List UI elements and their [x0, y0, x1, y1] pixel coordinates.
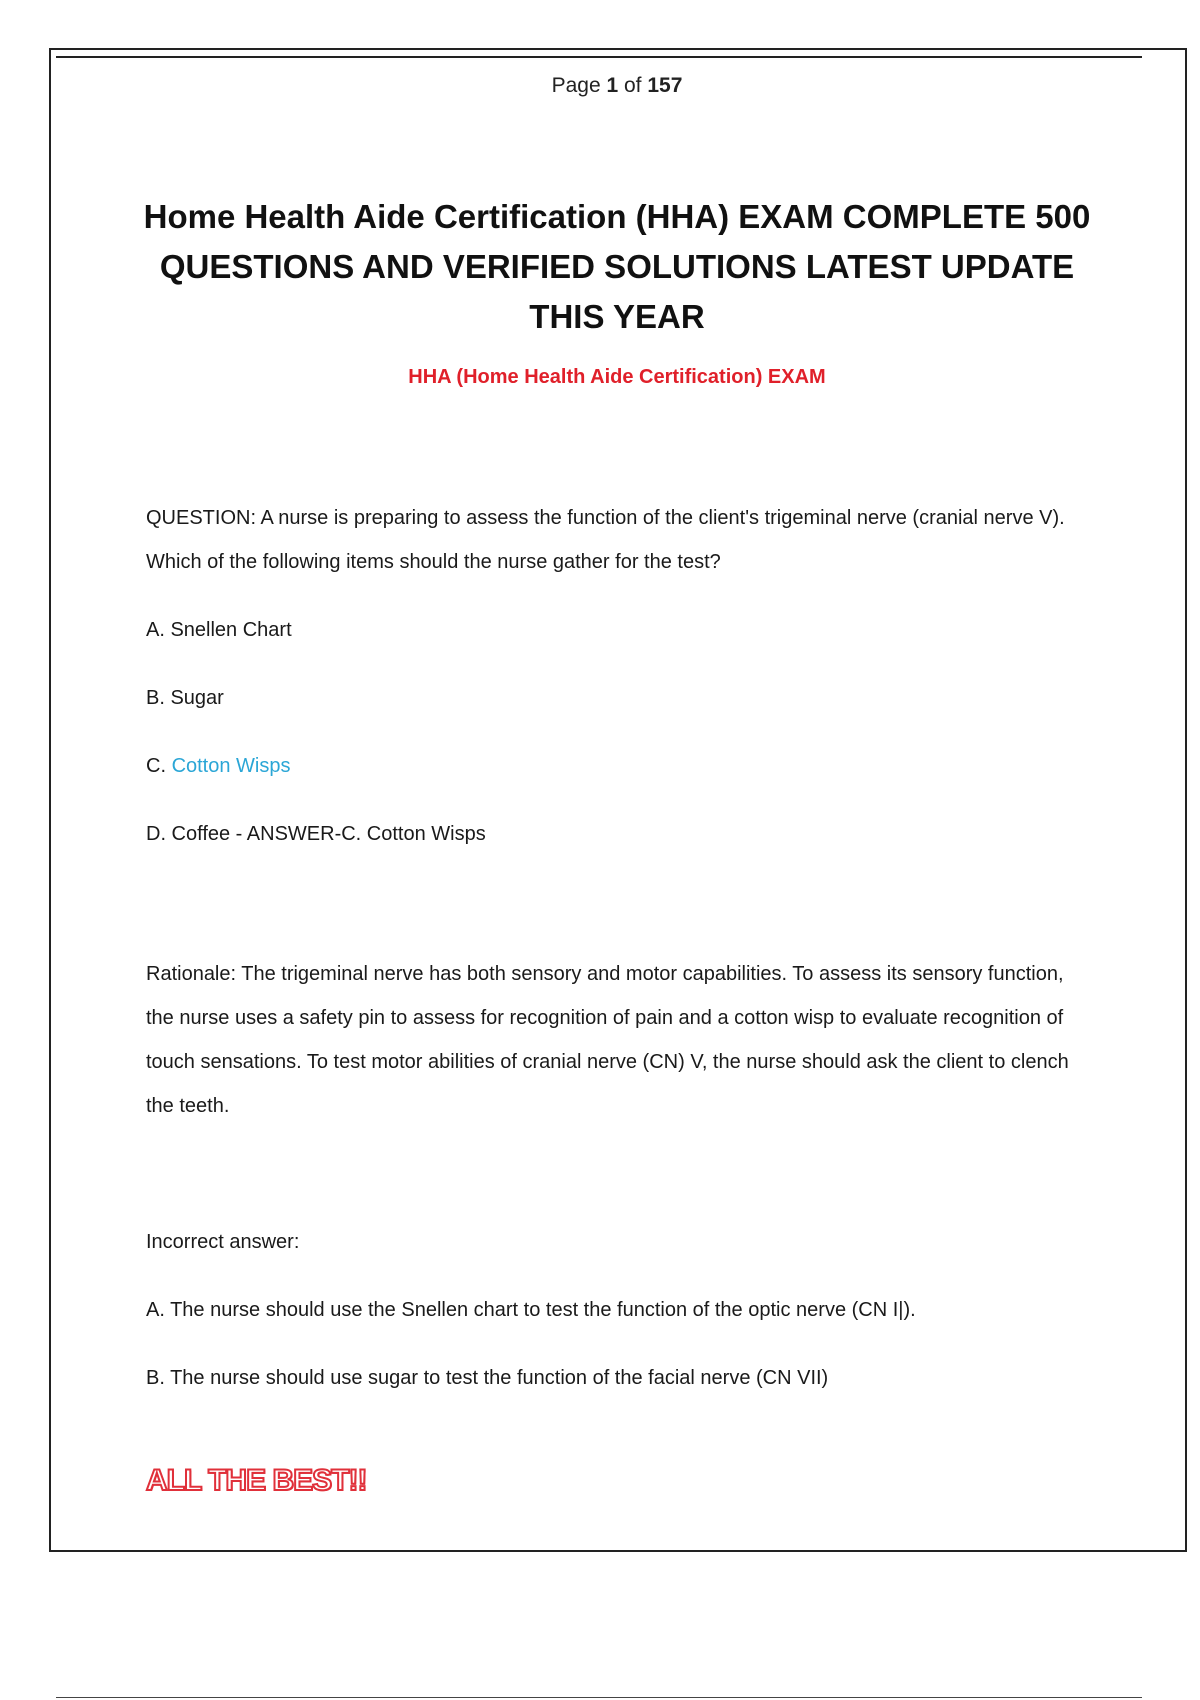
closing-banner: ALL THE BEST!! — [146, 1464, 367, 1497]
incorrect-b-text: B. The nurse should use sugar to test the function of the facial nerve (CN VII) — [146, 1367, 829, 1389]
option-d — [146, 812, 1086, 856]
option-a — [146, 608, 1086, 652]
incorrect-heading — [146, 1220, 1086, 1264]
top-rule — [56, 56, 1142, 58]
rationale-block — [146, 952, 1086, 1128]
page-number-total: 157 — [647, 74, 683, 97]
option-d-text: D. Coffee - ANSWER-C. Cotton Wisps — [146, 823, 486, 845]
option-c — [146, 744, 1086, 788]
document-title: Home Health Aide Certification (HHA) EXAM COMPLETE 500 QUESTIONS AND VERIFIED SOLUTIONS LATEST UPDATE THIS YEAR — [143, 198, 1091, 335]
option-b — [146, 676, 1086, 720]
page-number — [0, 74, 1200, 98]
option-b-text: B. Sugar — [146, 687, 224, 709]
page-number-prefix: Page — [551, 74, 601, 97]
bottom-rule — [56, 1697, 1142, 1698]
option-a-text: A. Snellen Chart — [146, 619, 292, 641]
rationale-text: Rationale: The trigeminal nerve has both sensory and motor capabilities. To assess its sensory function, the nurse uses a safety pin to assess for recognition of pain and a cotton wisp to evaluate recognition of touch sensations. To test motor abilities of cranial nerve (CN) V, the nurse should ask the client to clench the teeth. — [146, 963, 1069, 1117]
page-number-of: of — [624, 74, 642, 97]
incorrect-b — [146, 1356, 1086, 1400]
question-text: QUESTION: A nurse is preparing to assess the function of the client's trigeminal nerve (cranial nerve V). Which of the following items should the nurse gather for the test? — [146, 507, 1065, 573]
document-subtitle: HHA (Home Health Aide Certification) EXAM — [408, 366, 826, 388]
incorrect-a-text: A. The nurse should use the Snellen chart to test the function of the optic nerve (CN I|). — [146, 1299, 916, 1321]
question-block — [146, 496, 1086, 584]
option-c-prefix: C. — [146, 755, 172, 777]
incorrect-a — [146, 1288, 1086, 1332]
option-c-answer-link[interactable]: Cotton Wisps — [171, 755, 291, 777]
page-number-current: 1 — [606, 74, 619, 97]
incorrect-heading-text: Incorrect answer: — [146, 1231, 300, 1253]
